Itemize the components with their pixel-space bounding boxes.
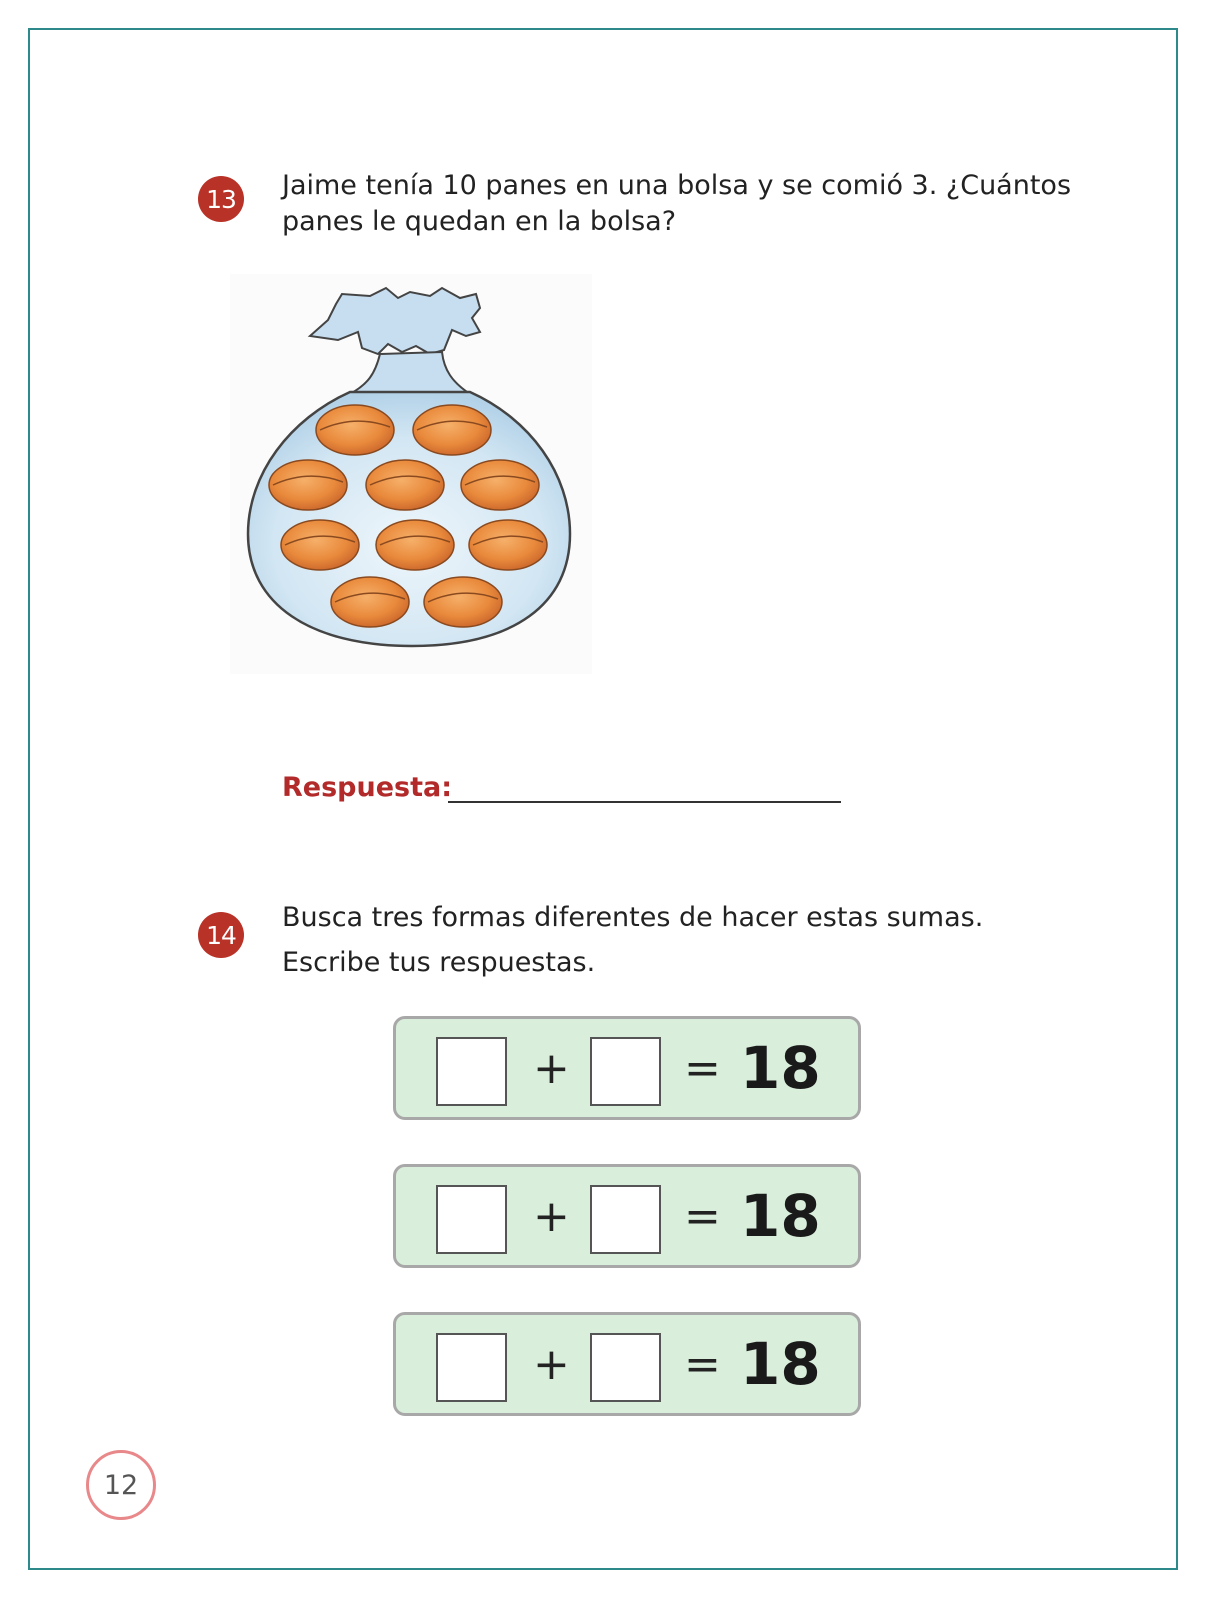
addend-input-1[interactable] [436,1185,507,1254]
bread-roll [331,577,409,627]
bag-neck-shape [350,352,470,394]
question-14-text-line2: Escribe tus respuestas. [282,947,596,978]
bread-bag-illustration [230,274,592,674]
question-13-text-line2: panes le quedan en la bolsa? [282,206,677,237]
plus-sign: + [533,1191,570,1242]
answer-line[interactable] [448,801,841,803]
equals-sign: = [684,1339,721,1390]
equals-sign: = [684,1191,721,1242]
question-13-text-line1: Jaime tenía 10 panes en una bolsa y se comió 3. ¿Cuántos [282,170,1072,201]
bread-bag-icon [230,274,592,674]
bread-roll [469,520,547,570]
addend-input-2[interactable] [590,1185,661,1254]
bread-roll [269,460,347,510]
bread-roll [424,577,502,627]
plus-sign: + [533,1043,570,1094]
bag-body-shape [248,392,570,646]
answer-label: Respuesta: [282,772,453,803]
question-14-text-line1: Busca tres formas diferentes de hacer estas sumas. [282,902,984,933]
equals-sign: = [684,1043,721,1094]
bread-roll [366,460,444,510]
addend-input-1[interactable] [436,1037,507,1106]
addend-input-2[interactable] [590,1333,661,1402]
plus-sign: + [533,1339,570,1390]
bread-roll [413,405,491,455]
equation-row [393,1312,861,1416]
sum-total: 18 [740,1182,821,1250]
question-13-badge: 13 [198,176,244,222]
question-14-badge: 14 [198,912,244,958]
bread-roll [281,520,359,570]
page-number: 12 [86,1450,156,1520]
bag-top-shape [310,288,480,354]
addend-input-2[interactable] [590,1037,661,1106]
sum-total: 18 [740,1330,821,1398]
equation-row [393,1016,861,1120]
bread-roll [461,460,539,510]
bread-roll [316,405,394,455]
bread-roll [376,520,454,570]
sum-total: 18 [740,1034,821,1102]
equation-row [393,1164,861,1268]
addend-input-1[interactable] [436,1333,507,1402]
